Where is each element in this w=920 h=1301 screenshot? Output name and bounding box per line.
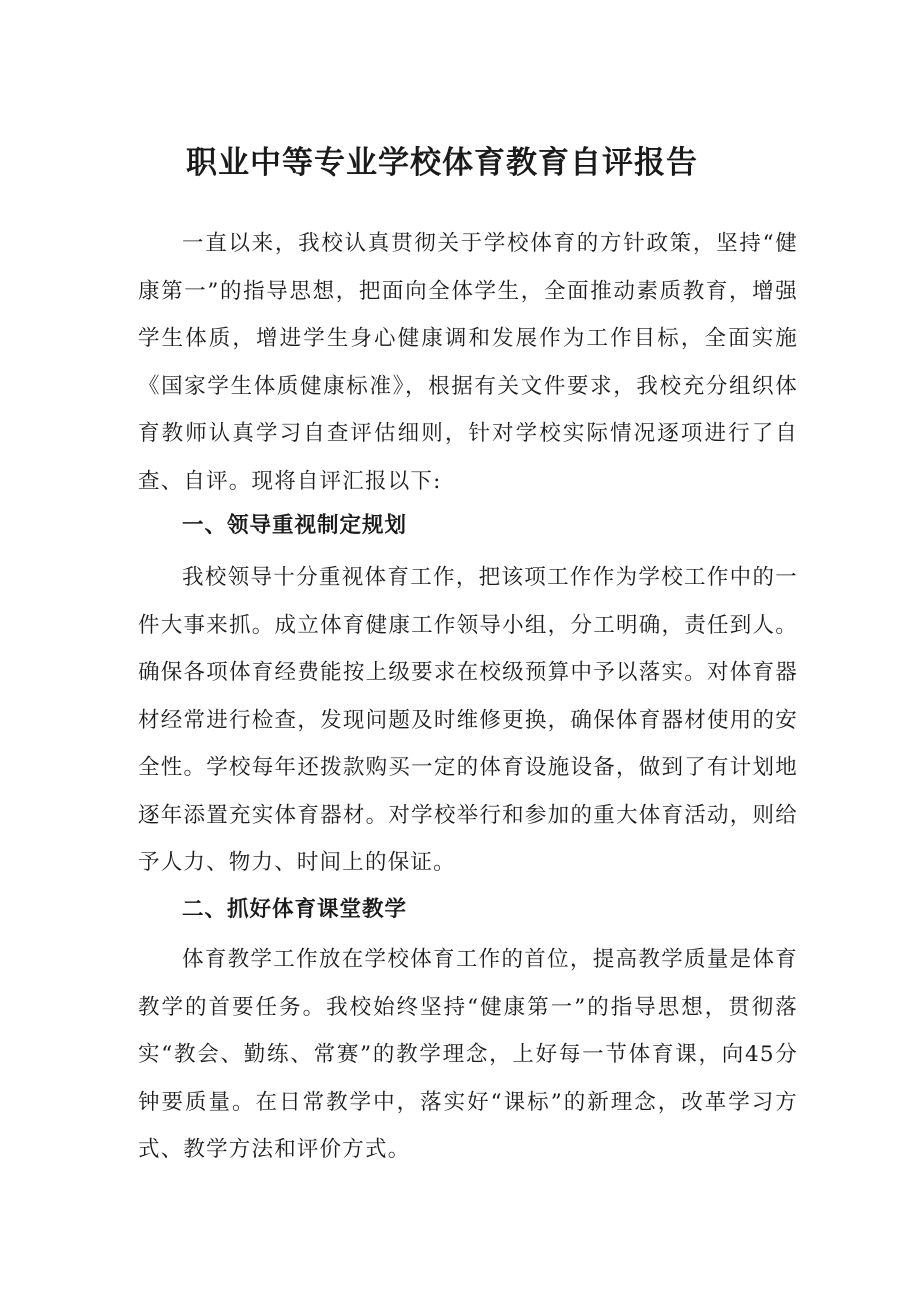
section-heading-teaching: 二、抓好体育课堂教学 xyxy=(182,897,408,922)
document-title: 职业中等专业学校体育教育自评报告 xyxy=(186,145,698,181)
section-body-leadership: 我校领导十分重视体育工作，把该项工作作为学校工作中的一件大事来抓。成立体育健康工作领导小组，分工明确，责任到人。确保各项体育经费能按上级要求在校级预算中予以落实。对体育器材经常进行检查，发现问题及时维修更换，确保体育器材使用的安全性。学校每年还拨款购买一定的体育设施设备，做到了有计划地逐年添置充实体育器材。对学校举行和参加的重大体育活动，则给予人力、物力、时间上的保证。 xyxy=(138,565,798,875)
section-heading-leadership: 一、领导重视制定规划 xyxy=(182,513,408,538)
section-body-teaching: 体育教学工作放在学校体育工作的首位，提高教学质量是体育教学的首要任务。我校始终坚持“健康第一”的指导思想，贯彻落实“教会、勤练、常赛”的教学理念，上好每一节体育课，向45分钟要质量。在日常教学中，落实好“课标”的新理念，改革学习方式、教学方法和评价方式。 xyxy=(138,947,798,1162)
intro-paragraph: 一直以来，我校认真贯彻关于学校体育的方针政策，坚持“健康第一”的指导思想，把面向全体学生，全面推动素质教育，增强学生体质，增进学生身心健康调和发展作为工作目标，全面实施《国家学生体质健康标准》，根据有关文件要求，我校充分组织体育教师认真学习自查评估细则，针对学校实际情况逐项进行了自查、自评。现将自评汇报以下: xyxy=(138,231,798,494)
